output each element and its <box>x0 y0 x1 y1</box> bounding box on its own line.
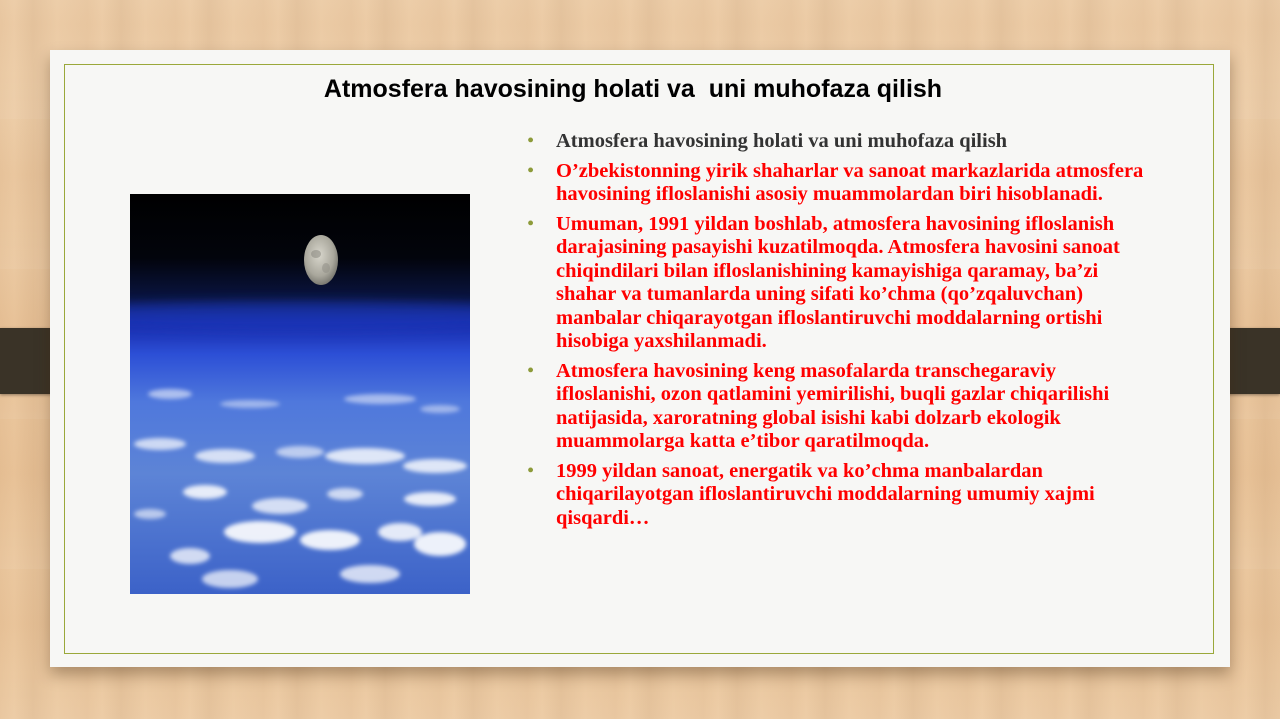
bullet-item <box>525 213 1145 354</box>
bullet-item <box>525 160 1145 207</box>
bullet-marker: • <box>527 459 535 482</box>
bullet-marker: • <box>527 130 535 152</box>
bullet-marker: • <box>527 159 535 182</box>
bullet-text: 1999 yildan sanoat, energatik va ko’chma manbalardan chiqarilayotgan ifloslantiruvchi moddalarning umumiy xajmi qisqardi… <box>556 459 1095 529</box>
bullet-item <box>525 130 1145 154</box>
bullet-text: Atmosfera havosining keng masofalarda transchegaraviy ifloslanishi, ozon qatlamini yemirilishi, buqli gazlar chiqarilishi natijasida, xaroratning global isishi kabi dolzarb ekologik muammolarga katta e’tibor qaratilmoqda. <box>556 359 1110 452</box>
bullet-marker: • <box>527 359 535 382</box>
bullet-list <box>525 130 1145 536</box>
bullet-text: Umuman, 1991 yildan boshlab, atmosfera havosining ifloslanish darajasining pasayishi kuzatilmoqda. Atmosfera havosini sanoat chiqindilari bilan ifloslanishining kamayishiga qaramay, ba’zi shahar va tumanlarda uning sifati ko’chma (qo’zqaluvchan) manbalar chiqarayotgan ifloslantiruvchi moddalarning ortishi hisobiga yaxshilanmadi. <box>556 212 1120 352</box>
bullet-item <box>525 360 1145 454</box>
slide-card <box>50 50 1230 667</box>
bullet-marker: • <box>527 212 535 235</box>
bullet-text: O’zbekistonning yirik shaharlar va sanoat markazlarida atmosfera havosining ifloslanishi asosiy muammolardan biri hisoblanadi. <box>556 159 1144 205</box>
bullet-text: Atmosfera havosining holati va uni muhofaza qilish <box>556 130 1008 152</box>
slide-title: Atmosfera havosining holati va uni muhofaza qilish <box>323 75 943 103</box>
earth-atmosphere-photo <box>130 194 470 594</box>
bullet-item <box>525 460 1145 531</box>
